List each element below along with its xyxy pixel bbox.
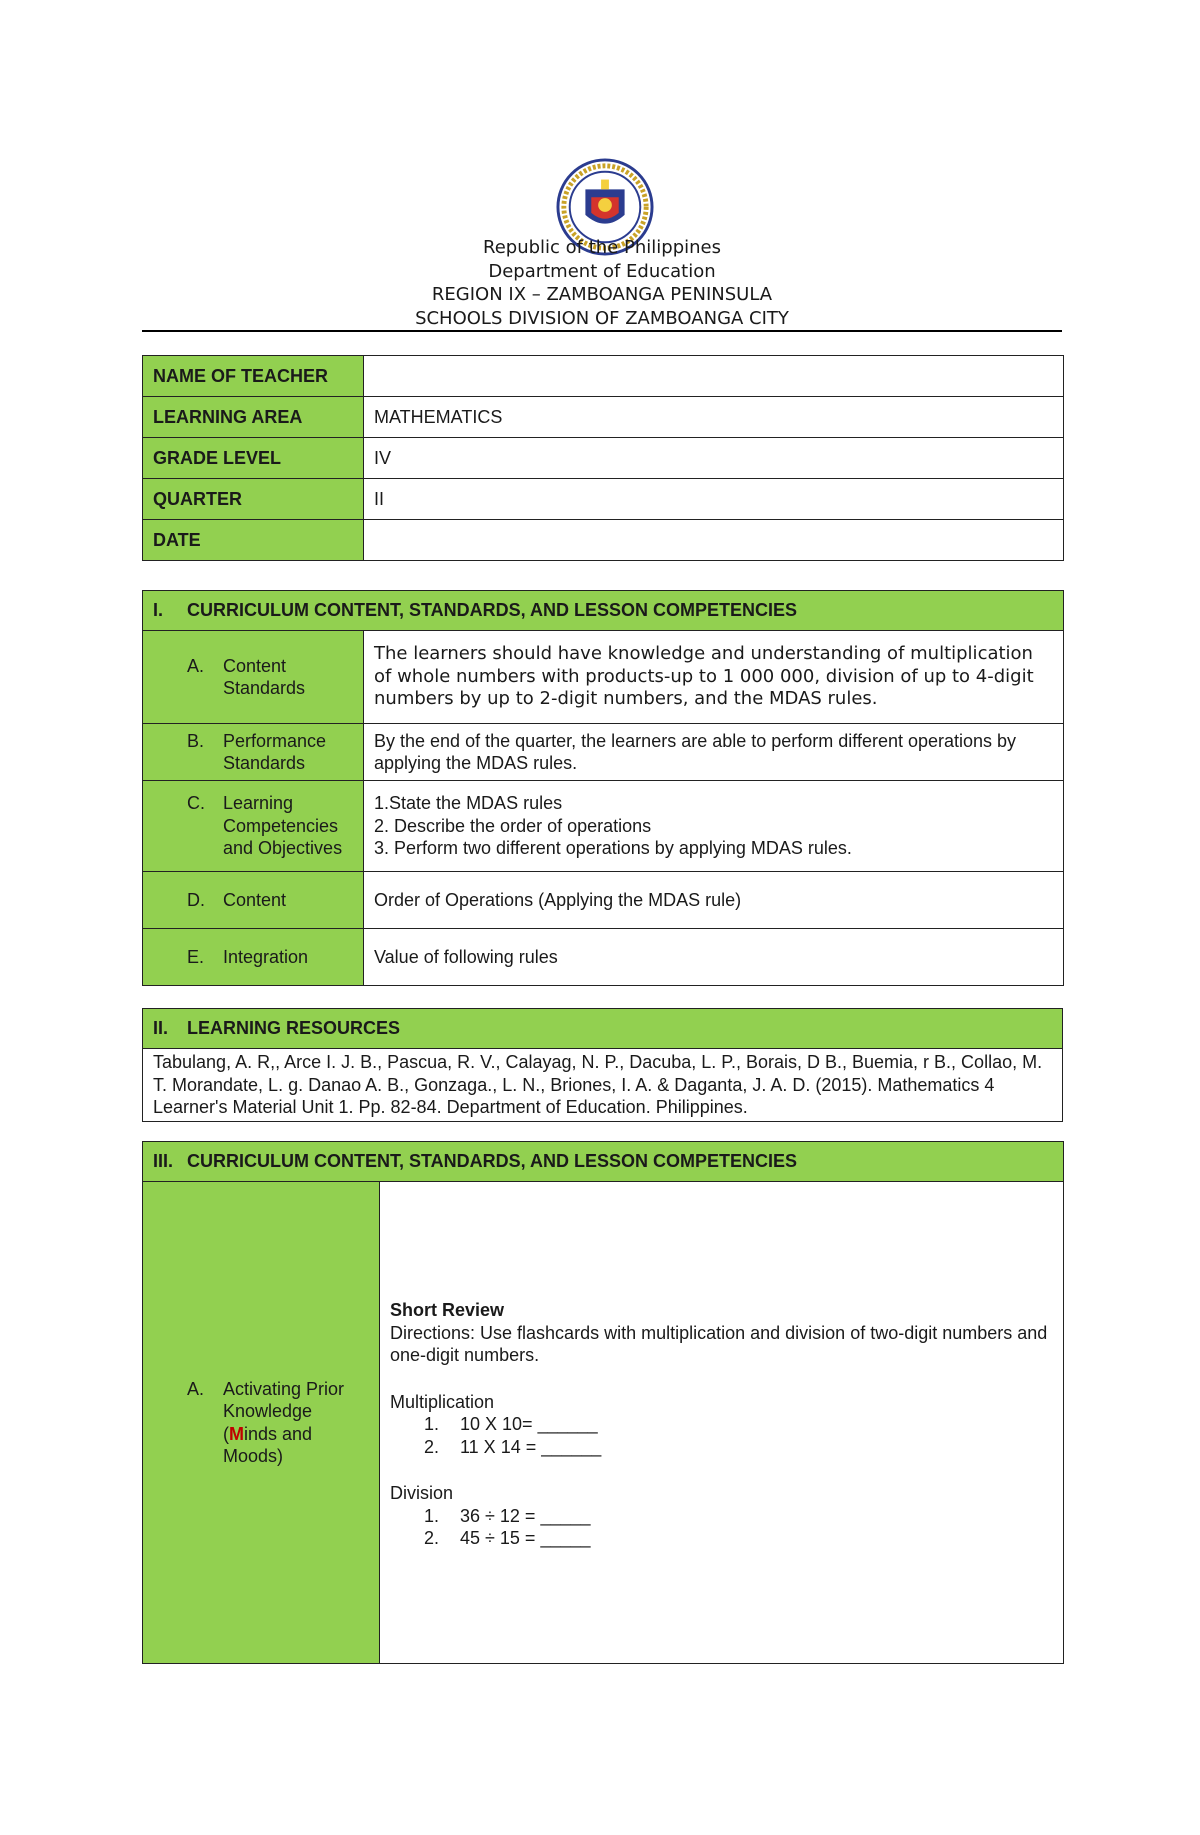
row-label: E. Integration (143, 929, 364, 986)
section-resources-table (142, 1008, 1063, 1122)
info-value (364, 520, 1064, 561)
section-heading (143, 591, 1064, 631)
row-label: C. Learning Competencies and Objectives (143, 781, 364, 872)
header-republic: Republic of the Philippines (483, 237, 721, 258)
info-value: IV (364, 438, 1064, 479)
header-divider (142, 330, 1062, 332)
info-row (143, 356, 1064, 397)
row-label: B. Performance Standards (143, 724, 364, 781)
list-item: 1. 36 ÷ 12 = _____ (424, 1505, 591, 1526)
document-header (142, 236, 1062, 330)
info-value (364, 356, 1064, 397)
info-row (143, 479, 1064, 520)
content-text: Order of Operations (Applying the MDAS rule) (364, 872, 1064, 929)
list-item: 2. Describe the order of operations (374, 815, 652, 836)
table-row (143, 929, 1064, 986)
table-row (143, 724, 1064, 781)
section-numeral: I. (153, 600, 164, 620)
list-item: 1. 10 X 10= ______ (424, 1414, 598, 1434)
competencies-list (364, 781, 1064, 872)
row-label: D. Content (143, 872, 364, 929)
info-row (143, 397, 1064, 438)
section-numeral: III. (153, 1151, 174, 1171)
table-row (143, 781, 1064, 872)
row-label: A. Content Standards (143, 631, 364, 724)
info-label: NAME OF TEACHER (143, 356, 364, 397)
short-review-title: Short Review (390, 1300, 505, 1320)
division-list (390, 1505, 1053, 1550)
table-row (143, 1182, 1064, 1664)
header-department: Department of Education (488, 260, 716, 282)
multiplication-list (390, 1413, 1053, 1458)
table-row (143, 872, 1064, 929)
teacher-info-table (142, 355, 1064, 561)
info-label: LEARNING AREA (143, 397, 364, 438)
performance-standards-text: By the end of the quarter, the learners are able to perform different operations by applying the MDAS rules. (364, 724, 1064, 781)
resources-text: Tabulang, A. R,, Arce I. J. B., Pascua, R. V., Calayag, N. P., Dacuba, L. P., Borais, D B., Buemia, r B., Collao, M. T. Morandate, L. g. Danao A. B., Gonzaga., L. N., Briones, I. A. & Daganta, J. A. D. (2015). Mathematics 4 Learner's Material Unit 1. Pp. 82-84. Department of Education. Philippines. (143, 1049, 1063, 1122)
list-item: 2. 45 ÷ 15 = _____ (424, 1528, 591, 1548)
short-review-cell (380, 1182, 1064, 1664)
info-label: GRADE LEVEL (143, 438, 364, 479)
info-row (143, 438, 1064, 479)
section-title: LEARNING RESOURCES (187, 1018, 401, 1039)
table-row (143, 631, 1064, 724)
section-procedures-table (142, 1141, 1064, 1664)
info-row (143, 520, 1064, 561)
row-label: A. Activating Prior Knowledge (Minds and Moods) (143, 1182, 380, 1664)
info-label: DATE (143, 520, 364, 561)
list-item: 1.State the MDAS rules (374, 793, 563, 814)
section-heading (143, 1009, 1063, 1049)
header-division: SCHOOLS DIVISION OF ZAMBOANGA CITY (415, 307, 789, 329)
section-title: CURRICULUM CONTENT, STANDARDS, AND LESSON COMPETENCIES (187, 600, 798, 620)
section-title: CURRICULUM CONTENT, STANDARDS, AND LESSON COMPETENCIES (187, 1151, 798, 1171)
directions-text: Directions: Use flashcards with multiplication and division of two-digit numbers and one-digit numbers. (390, 1322, 1048, 1365)
integration-text: Value of following rules (364, 929, 1064, 986)
section-numeral: II. (153, 1018, 169, 1039)
info-label: QUARTER (143, 479, 364, 520)
division-title: Division (390, 1483, 454, 1503)
content-standards-text: The learners should have knowledge and understanding of multiplication of whole numbers with products-up to 1 000 000, division of up to 4-digit numbers by up to 2-digit numbers, and the MDAS rules. (364, 631, 1064, 724)
list-item: 3. Perform two different operations by applying MDAS rules. (374, 838, 852, 859)
section-heading (143, 1142, 1064, 1182)
info-value: II (364, 479, 1064, 520)
list-item: 2. 11 X 14 = ______ (424, 1436, 602, 1457)
info-value: MATHEMATICS (364, 397, 1064, 438)
section-curriculum-table (142, 590, 1064, 986)
multiplication-title: Multiplication (390, 1391, 495, 1412)
header-region: REGION IX – ZAMBOANGA PENINSULA (431, 284, 773, 305)
